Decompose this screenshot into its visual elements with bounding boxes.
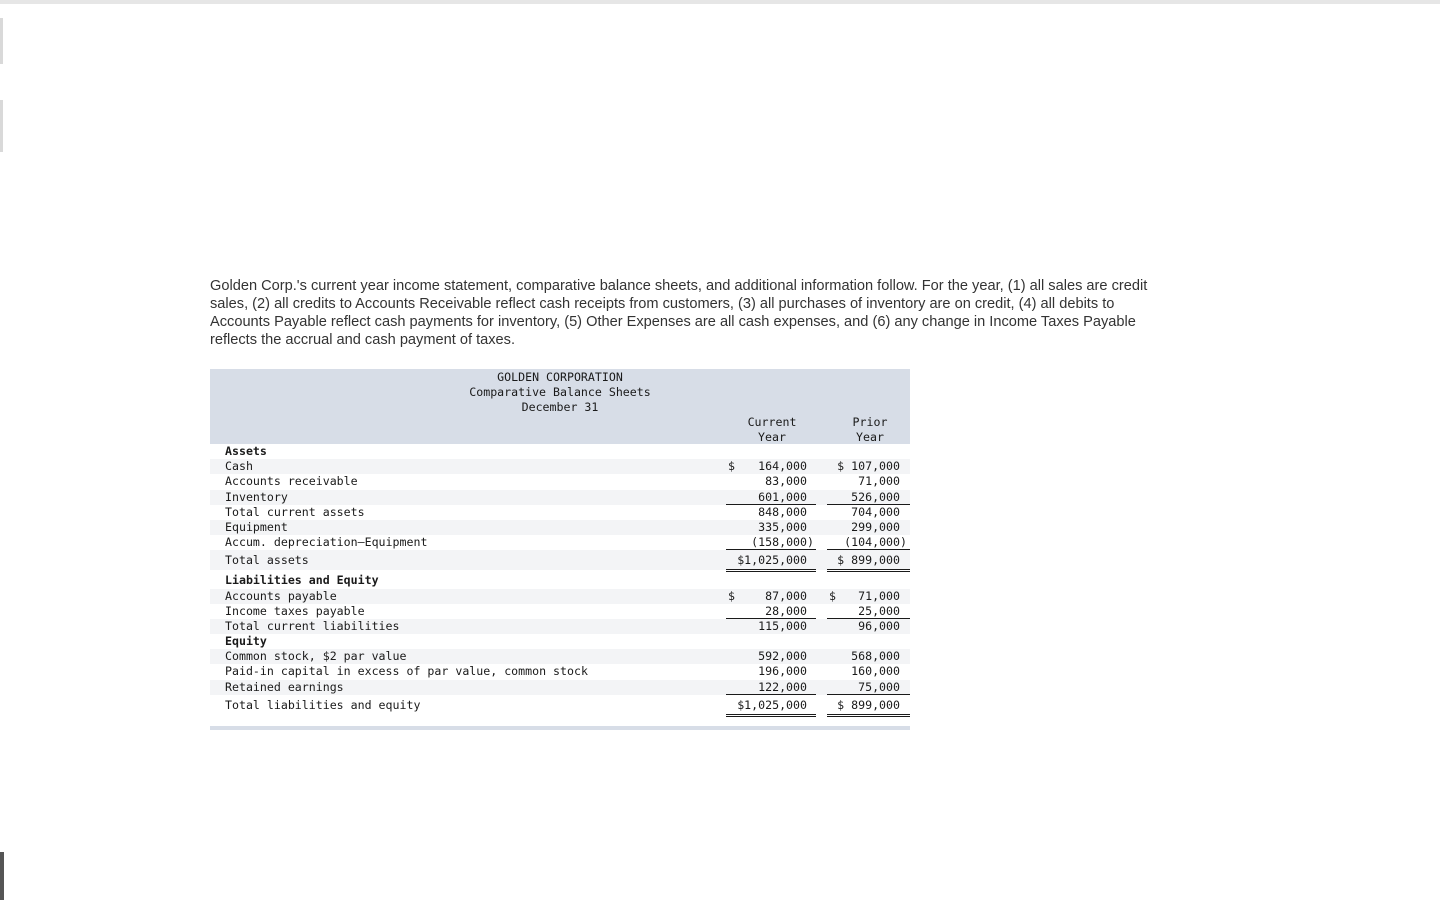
left-edge-mark bbox=[0, 852, 4, 900]
current-year-value: 122,000 bbox=[758, 679, 807, 694]
row-label: Accum. depreciation—Equipment bbox=[225, 535, 428, 550]
column-header-prior-line2: Year bbox=[856, 430, 884, 444]
prior-dollar-sign: $ bbox=[837, 697, 845, 712]
prior-year-value: 526,000 bbox=[851, 489, 900, 504]
prior-dollar-sign: $ bbox=[837, 459, 845, 474]
table-row bbox=[210, 664, 910, 679]
row-label: Equipment bbox=[225, 519, 288, 534]
statement-title: Comparative Balance Sheets bbox=[469, 385, 651, 399]
column-header-current-line2: Year bbox=[758, 430, 786, 444]
prior-year-value: 71,000 bbox=[858, 474, 900, 489]
prior-dollar-sign: $ bbox=[837, 553, 845, 568]
row-label: Cash bbox=[225, 459, 253, 474]
row-label: Total current liabilities bbox=[225, 618, 400, 633]
current-year-value: 164,000 bbox=[758, 459, 807, 474]
row-label: Income taxes payable bbox=[225, 603, 365, 618]
prior-year-value bbox=[837, 695, 900, 715]
row-label: Total assets bbox=[225, 553, 309, 568]
row-label: Total liabilities and equity bbox=[225, 697, 421, 712]
current-year-value: 601,000 bbox=[758, 489, 807, 504]
row-label: Total current assets bbox=[225, 504, 365, 519]
table-row bbox=[210, 520, 910, 535]
browser-top-strip bbox=[0, 0, 1440, 4]
table-row bbox=[210, 589, 910, 604]
current-year-value: 592,000 bbox=[758, 649, 807, 664]
total-double-underline bbox=[827, 714, 910, 717]
current-year-value: 115,000 bbox=[758, 618, 807, 633]
row-label: Accounts payable bbox=[225, 588, 337, 603]
total-double-underline bbox=[726, 714, 816, 717]
left-edge-mark bbox=[0, 100, 3, 152]
table-row bbox=[210, 619, 910, 634]
current-year-value: $1,025,000 bbox=[737, 697, 807, 712]
current-year-value: $1,025,000 bbox=[737, 553, 807, 568]
prior-year-value: (104,000) bbox=[844, 535, 907, 550]
prior-year-value: 71,000 bbox=[858, 588, 900, 603]
table-row bbox=[210, 649, 910, 664]
row-label: Assets bbox=[225, 444, 267, 458]
prior-year-value bbox=[837, 550, 900, 570]
section-heading-liabilities-equity bbox=[210, 573, 910, 588]
prior-year-value bbox=[837, 459, 900, 474]
current-year-value: 848,000 bbox=[758, 504, 807, 519]
table-row-total-assets bbox=[210, 550, 910, 570]
prior-year-value: 299,000 bbox=[851, 519, 900, 534]
prior-year-value: 160,000 bbox=[851, 664, 900, 679]
row-label: Inventory bbox=[225, 489, 288, 504]
prior-amount: 899,000 bbox=[851, 553, 900, 568]
table-row bbox=[210, 505, 910, 520]
table-row bbox=[210, 680, 910, 695]
company-name: GOLDEN CORPORATION bbox=[497, 370, 623, 384]
current-year-value: (158,000) bbox=[751, 535, 814, 550]
section-heading-equity bbox=[210, 634, 910, 649]
table-row bbox=[210, 604, 910, 619]
column-header-current-line1: Current bbox=[747, 415, 797, 429]
total-double-underline bbox=[827, 569, 910, 572]
current-year-value: 335,000 bbox=[758, 519, 807, 534]
prior-year-value: 568,000 bbox=[851, 649, 900, 664]
balance-sheet-table bbox=[210, 369, 910, 730]
column-header-prior-year bbox=[830, 415, 910, 445]
row-label: Accounts receivable bbox=[225, 474, 358, 489]
row-label: Common stock, $2 par value bbox=[225, 649, 407, 664]
prior-year-value: 25,000 bbox=[858, 603, 900, 618]
prior-amount: 107,000 bbox=[851, 459, 900, 474]
row-label: Paid-in capital in excess of par value, common stock bbox=[225, 664, 588, 679]
total-double-underline bbox=[726, 569, 816, 572]
balance-sheet-rows bbox=[210, 444, 910, 715]
current-year-value: 87,000 bbox=[765, 588, 807, 603]
table-row bbox=[210, 535, 910, 550]
prior-year-value: 704,000 bbox=[851, 504, 900, 519]
table-row bbox=[210, 474, 910, 489]
current-year-value: 28,000 bbox=[765, 603, 807, 618]
column-header-current-year bbox=[732, 415, 812, 445]
prior-year-value: 96,000 bbox=[858, 618, 900, 633]
current-dollar-sign: $ bbox=[728, 588, 735, 603]
row-label: Retained earnings bbox=[225, 679, 344, 694]
current-year-value: 196,000 bbox=[758, 664, 807, 679]
table-row-total-liabilities-equity bbox=[210, 695, 910, 715]
prior-year-value: 75,000 bbox=[858, 679, 900, 694]
table-row bbox=[210, 459, 910, 474]
prior-amount: 899,000 bbox=[851, 697, 900, 712]
table-row bbox=[210, 490, 910, 505]
prior-dollar-sign: $ bbox=[829, 588, 836, 603]
row-label: Liabilities and Equity bbox=[225, 573, 379, 588]
current-year-value: 83,000 bbox=[765, 474, 807, 489]
section-heading-assets bbox=[210, 444, 910, 459]
current-dollar-sign: $ bbox=[728, 459, 735, 474]
left-edge-mark bbox=[0, 18, 3, 64]
column-header-prior-line1: Prior bbox=[852, 415, 888, 429]
problem-description: Golden Corp.'s current year income statement, comparative balance sheets, and additional information follow. For the year, (1) all sales are credit sales, (2) all credits to Accounts Receivable reflect cash receipts from customers, (3) all purchases of inventory are on credit, (4) all debits to Accounts Payable reflect cash payments for inventory, (5) Other Expenses are all cash expenses, and (6) any change in Income Taxes Payable reflects the accrual and cash payment of taxes. bbox=[210, 278, 1148, 348]
balance-sheet-footer-bar bbox=[210, 726, 910, 730]
row-label: Equity bbox=[225, 634, 267, 649]
statement-date: December 31 bbox=[521, 400, 599, 414]
balance-sheet-header bbox=[210, 369, 910, 444]
